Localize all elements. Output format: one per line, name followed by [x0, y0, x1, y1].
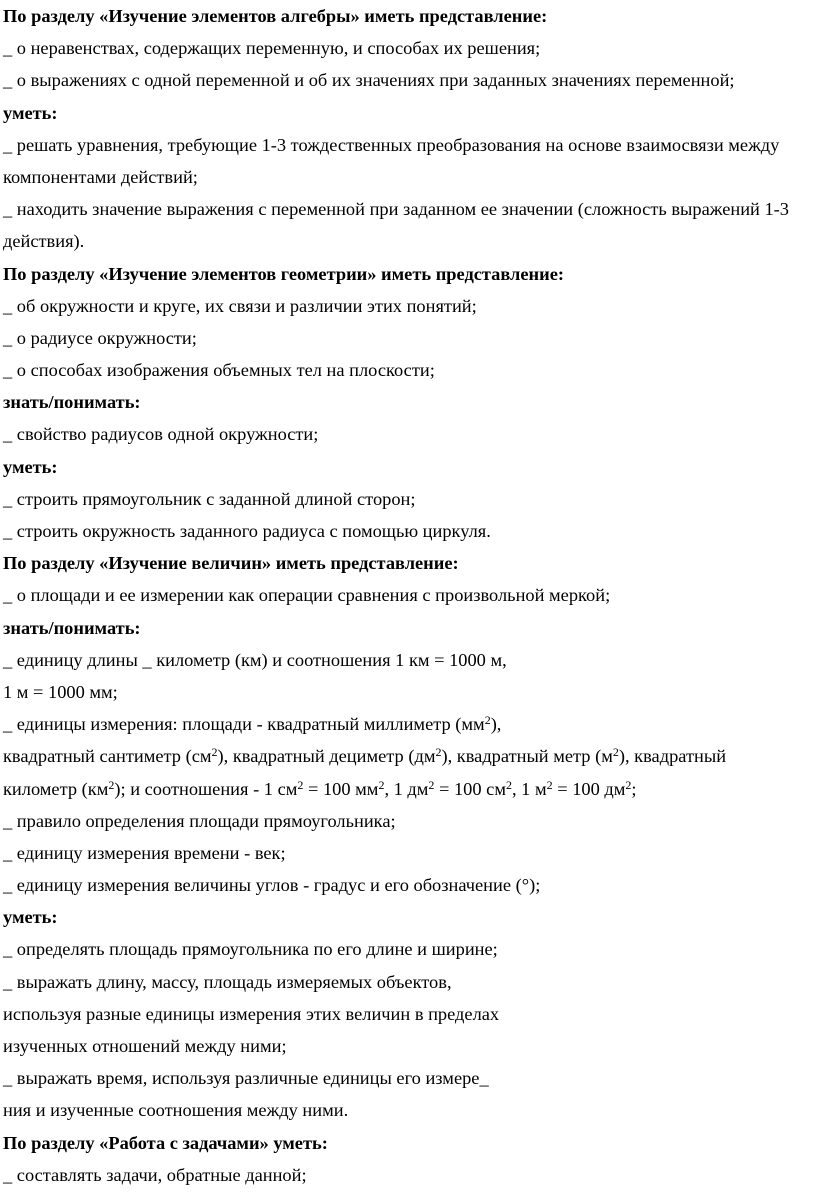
text-run: По разделу «Изучение элементов алгебры» иметь представление: — [3, 6, 548, 26]
text-run: ), квадратный дециметр (дм — [217, 746, 436, 767]
text-run: _ о площади и ее измерении как операции сравнения с произвольной меркой; — [3, 585, 611, 606]
text-line — [3, 805, 816, 837]
text-run: _ об окружности и круге, их связи и различии этих понятий; — [3, 295, 477, 316]
section-heading — [3, 1127, 816, 1159]
text-line — [3, 644, 816, 676]
text-line — [3, 193, 816, 225]
text-line — [3, 1030, 816, 1062]
text-line — [3, 515, 816, 547]
superscript: 2 — [546, 777, 553, 792]
superscript: 2 — [297, 777, 304, 792]
superscript: 2 — [428, 777, 435, 792]
text-run: По разделу «Изучение величин» иметь представление: — [3, 553, 459, 574]
superscript: 2 — [625, 777, 632, 792]
text-run: квадратный сантиметр (см — [3, 746, 212, 767]
text-run: , 1 м — [511, 778, 547, 799]
text-line — [3, 740, 816, 772]
text-run: ), квадратный — [618, 746, 727, 767]
text-run: _ строить окружность заданного радиуса с помощью циркуля. — [3, 521, 491, 541]
section-heading — [3, 97, 816, 129]
text-run: знать/понимать: — [3, 392, 141, 413]
text-run: ; — [631, 778, 637, 799]
text-line — [3, 676, 816, 708]
text-run: _ единицу измерения величины углов - градус и его обозначение (°); — [3, 875, 541, 896]
text-run: _ выражать длину, массу, площадь измеряемых объектов, — [3, 971, 452, 992]
text-run: _ составлять задачи, обратные данной; — [3, 1164, 307, 1185]
text-run: _ решать уравнения, требующие 1-3 тождественных преобразования на основе взаимосвязи между — [3, 134, 780, 155]
text-run: уметь: — [3, 907, 58, 928]
text-line — [3, 483, 816, 515]
text-run: ); и соотношения - 1 см — [114, 778, 298, 799]
text-line — [3, 998, 816, 1030]
text-run: По разделу «Изучение элементов геометрии» иметь представление: — [3, 263, 565, 284]
text-line — [3, 773, 816, 805]
text-run: _ свойство радиусов одной окружности; — [3, 424, 319, 445]
text-run: компонентами действий; — [3, 166, 198, 187]
section-heading — [3, 386, 816, 418]
superscript: 2 — [612, 745, 619, 760]
section-heading — [3, 258, 816, 290]
text-run: _ правило определения площади прямоугольника; — [3, 810, 396, 831]
text-line — [3, 933, 816, 965]
text-run: уметь: — [3, 456, 58, 477]
text-line — [3, 579, 816, 611]
text-line — [3, 418, 816, 450]
superscript: 2 — [435, 745, 442, 760]
text-line — [3, 32, 816, 64]
text-line — [3, 161, 816, 193]
text-run: _ о выражениях с одной переменной и об их значениях при заданных значениях переменной; — [3, 70, 735, 91]
text-run: километр (км — [3, 778, 109, 799]
text-run: = 100 дм — [552, 778, 626, 799]
text-run: знать/понимать: — [3, 617, 141, 638]
text-run: уметь: — [3, 102, 58, 123]
text-run: _ единицы измерения: площади - квадратный миллиметр (мм — [3, 714, 485, 735]
text-run: ), — [490, 714, 502, 735]
section-heading — [3, 901, 816, 933]
text-run: _ единицу длины _ километр (км) и соотношения 1 км = 1000 м, — [3, 649, 507, 670]
text-line — [3, 708, 816, 740]
text-run: _ выражать время, используя различные единицы его измере_ — [3, 1068, 489, 1089]
text-line — [3, 1159, 816, 1191]
text-run: _ строить прямоугольник с заданной длиной сторон; — [3, 488, 416, 509]
text-run: ния и изученные соотношения между ними. — [3, 1100, 349, 1121]
text-run: _ определять площадь прямоугольника по его длине и ширине; — [3, 939, 498, 960]
text-run: используя разные единицы измерения этих величин в пределах — [3, 1003, 500, 1024]
text-run: _ о неравенствах, содержащих переменную, и способах их решения; — [3, 38, 541, 59]
text-line — [3, 129, 816, 161]
text-line — [3, 837, 816, 869]
text-run: _ единицу измерения времени - век; — [3, 842, 286, 863]
section-heading — [3, 612, 816, 644]
superscript: 2 — [378, 777, 385, 792]
text-line — [3, 1094, 816, 1126]
text-run: 1 м = 1000 мм; — [3, 681, 118, 702]
text-line — [3, 354, 816, 386]
text-line — [3, 322, 816, 354]
text-run: _ о способах изображения объемных тел на плоскости; — [3, 360, 435, 381]
superscript: 2 — [211, 745, 218, 760]
text-line — [3, 290, 816, 322]
text-line — [3, 966, 816, 998]
superscript: 2 — [505, 777, 512, 792]
text-run: = 100 см — [434, 778, 506, 799]
text-run: ), квадратный метр (м — [441, 746, 613, 767]
text-line — [3, 1062, 816, 1094]
section-heading — [3, 0, 816, 32]
superscript: 2 — [484, 713, 491, 728]
text-run: _ о радиусе окружности; — [3, 327, 197, 348]
text-line — [3, 64, 816, 96]
text-line — [3, 225, 816, 257]
text-run: По разделу «Работа с задачами» уметь: — [3, 1132, 328, 1153]
text-run: _ находить значение выражения с переменной при заданном ее значении (сложность выражений 1-3 — [3, 199, 790, 220]
section-heading — [3, 451, 816, 483]
text-run: , 1 дм — [384, 778, 429, 799]
section-heading — [3, 547, 816, 579]
text-run: = 100 мм — [303, 778, 379, 799]
text-run: действия). — [3, 231, 85, 252]
superscript: 2 — [108, 777, 115, 792]
text-run: изученных отношений между ними; — [3, 1036, 287, 1056]
text-line — [3, 869, 816, 901]
